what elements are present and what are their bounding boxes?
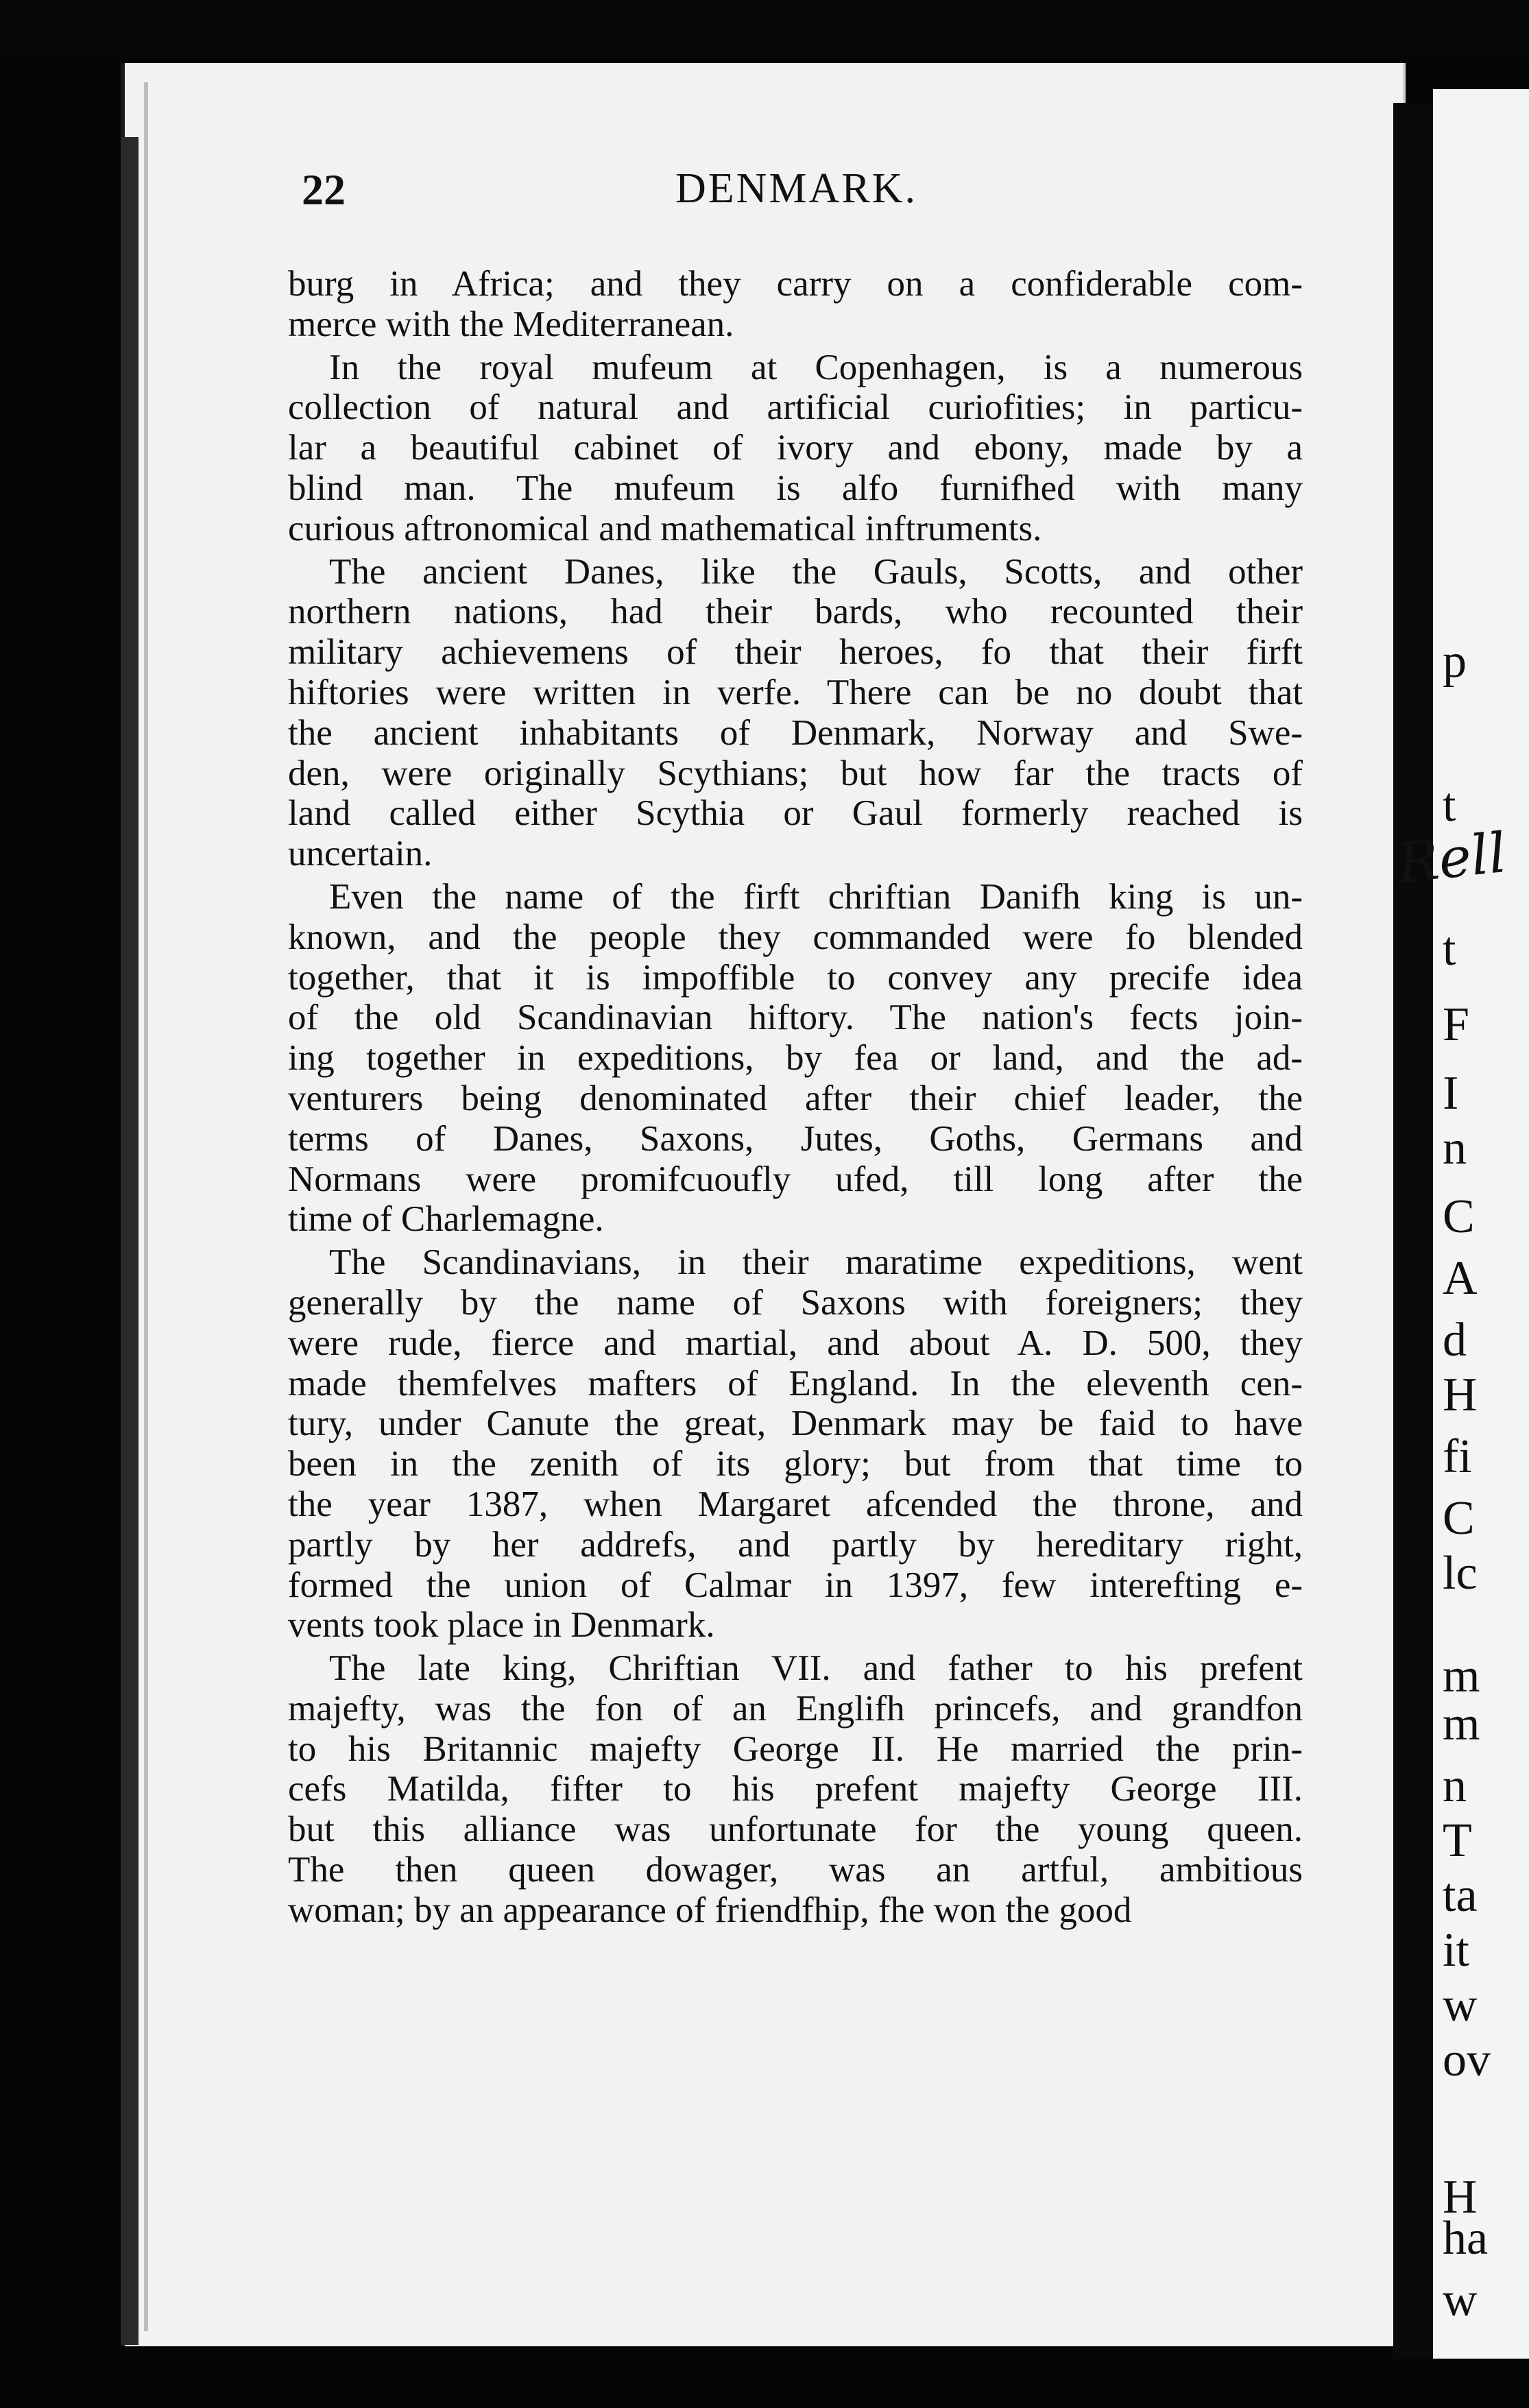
text-line: the year 1387, when Margaret afcended the throne, and (288, 1484, 1303, 1524)
text-line: majefty, was the fon of an Englifh princefs, and grandfon (288, 1688, 1303, 1729)
text-line: to his Britannic majefty George II. He married the prin- (288, 1729, 1303, 1769)
facing-page-text-fragment: H (1443, 2171, 1478, 2224)
text-line: merce with the Mediterranean. (288, 304, 734, 344)
text-line: generally by the name of Saxons with foreigners; they (288, 1282, 1303, 1323)
running-head: DENMARK. (675, 165, 917, 212)
text-line: terms of Danes, Saxons, Jutes, Goths, Germans and (288, 1118, 1303, 1159)
page-header (302, 165, 1303, 219)
text-line: ing together in expeditions, by fea or land, and the ad- (288, 1038, 1303, 1079)
text-line: hiftories were written in verfe. There can be no doubt that (288, 672, 1303, 712)
facing-page-text-fragment: w (1443, 2274, 1478, 2326)
page-shadow (121, 137, 139, 2345)
paragraph (288, 552, 1303, 874)
facing-page-text-fragment: ta (1443, 1869, 1478, 1922)
text-line: Normans were promifcuoufly ufed, till long after the (288, 1159, 1303, 1199)
scan-border-bottom (0, 2359, 1529, 2408)
facing-page-text-fragment: H (1443, 1369, 1478, 1421)
text-line: of the old Scandinavian hiftory. The nation's fects join- (288, 998, 1303, 1038)
facing-page-text-fragment: F (1443, 998, 1469, 1051)
text-line: The ancient Danes, like the Gauls, Scotts, and other (329, 551, 1303, 592)
facing-page-text-fragment: ha (1443, 2212, 1489, 2265)
text-line: curious aftronomical and mathematical inftruments. (288, 508, 1042, 549)
page-number: 22 (302, 165, 346, 214)
text-line: woman; by an appearance of friendfhip, fhe won the good (288, 1890, 1132, 1930)
text-line: made themfelves mafters of England. In the eleventh cen- (288, 1363, 1303, 1404)
paragraph (288, 264, 1303, 345)
text-line: burg in Africa; and they carry on a confiderable com- (288, 264, 1303, 304)
text-line: military achievemens of their heroes, fo that their firft (288, 632, 1303, 673)
text-line: land called either Scythia or Gaul formerly reached is (288, 793, 1303, 834)
facing-page-text-fragment: I (1443, 1067, 1459, 1120)
text-line: partly by her addrefs, and partly by hereditary right, (288, 1524, 1303, 1565)
page-edge-line (144, 82, 148, 2331)
paragraph (288, 877, 1303, 1240)
facing-page-text-fragment: w (1443, 1979, 1478, 2032)
facing-page-text-fragment: it (1443, 1924, 1469, 1977)
paragraph (288, 1648, 1303, 1931)
text-line: together, that it is impoffible to convey any precife idea (288, 957, 1303, 998)
body-text (288, 264, 1303, 1934)
text-line: northern nations, had their bards, who recounted their (288, 592, 1303, 632)
text-line: Even the name of the firft chriftian Danifh king is un- (329, 876, 1303, 917)
facing-page-text-fragment: C (1443, 1492, 1475, 1545)
facing-page-text-fragment: m (1443, 1650, 1480, 1702)
text-line: In the royal mufeum at Copenhagen, is a numerous (329, 347, 1303, 387)
facing-page-text-fragment: t (1443, 779, 1456, 832)
facing-page-text-fragment: p (1443, 635, 1467, 688)
text-line: den, were originally Scythians; but how far the tracts of (288, 753, 1303, 793)
text-line: known, and the people they commanded were fo blended (288, 917, 1303, 957)
facing-page-text-fragment: ov (1443, 2034, 1491, 2086)
facing-page-text-fragment: m (1443, 1698, 1480, 1750)
text-line: uncertain. (288, 834, 433, 874)
text-line: time of Charlemagne. (288, 1199, 604, 1240)
facing-page-text-fragment: T (1443, 1814, 1472, 1867)
text-line: lar a beautiful cabinet of ivory and ebony, made by a (288, 428, 1303, 468)
text-line: been in the zenith of its glory; but from that time to (288, 1444, 1303, 1484)
margin-note: Rell (1394, 820, 1510, 896)
facing-page-text-fragment: d (1443, 1314, 1467, 1366)
text-line: were rude, fierce and martial, and about A. D. 500, they (288, 1323, 1303, 1363)
text-line: The then queen dowager, was an artful, ambitious (288, 1850, 1303, 1890)
facing-page-text-fragment: A (1443, 1252, 1478, 1305)
text-line: blind man. The mufeum is alfo furnifhed with many (288, 468, 1303, 508)
text-line: The Scandinavians, in their maratime expeditions, went (329, 1242, 1303, 1283)
book-gutter (1393, 103, 1433, 2359)
text-line: The late king, Chriftian VII. and father to his prefent (329, 1648, 1303, 1689)
facing-page-text-fragment: n (1443, 1759, 1467, 1812)
paragraph (288, 1242, 1303, 1646)
text-line: collection of natural and artificial curiofities; in particu- (288, 387, 1303, 428)
facing-page-text-fragment: t (1443, 923, 1456, 976)
facing-page-text-fragment: lc (1443, 1547, 1478, 1600)
text-line: vents took place in Denmark. (288, 1605, 715, 1646)
facing-page-text-fragment: n (1443, 1122, 1467, 1175)
text-line: the ancient inhabitants of Denmark, Norway and Swe- (288, 712, 1303, 753)
text-line: formed the union of Calmar in 1397, few interefting e- (288, 1565, 1303, 1605)
text-line: but this alliance was unfortunate for the young queen. (288, 1809, 1303, 1850)
facing-page-text-fragment: C (1443, 1190, 1475, 1243)
text-line: venturers being denominated after their chief leader, the (288, 1078, 1303, 1118)
facing-page-text-fragment: fi (1443, 1430, 1472, 1483)
paragraph (288, 348, 1303, 549)
facing-page (1433, 89, 1529, 2408)
text-line: cefs Matilda, fifter to his prefent majefty George III. (288, 1769, 1303, 1809)
text-line: tury, under Canute the great, Denmark may be faid to have (288, 1404, 1303, 1444)
scan-border (0, 0, 1529, 62)
